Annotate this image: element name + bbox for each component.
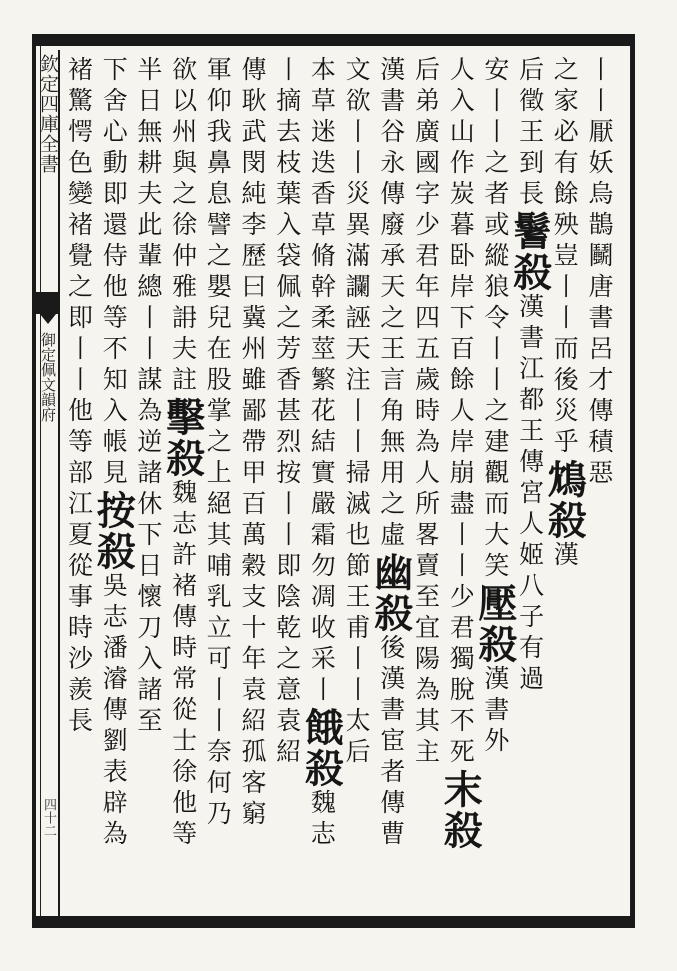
text-column <box>506 56 553 916</box>
text-column <box>367 56 414 916</box>
text-column <box>198 56 236 916</box>
text-segment: 后弟廣國字少君年四五歲時為人所畧賣至宜陽為其主 <box>411 56 441 769</box>
headword: 幽殺 <box>367 552 414 634</box>
text-column <box>541 56 588 916</box>
text-column <box>437 56 484 916</box>
text-segment: 漢 <box>550 541 580 572</box>
text-column <box>129 56 167 916</box>
text-segment: 魏志 <box>307 789 337 851</box>
text-column <box>268 56 306 916</box>
margin-title: 欽定四庫全書 <box>37 54 59 174</box>
text-segment: 吳志潘濬傳劉表辟為 <box>99 572 129 851</box>
text-segment: 漢書外 <box>480 665 510 758</box>
text-segment: 謀為逆諸休下日懷刀入諸至 <box>133 366 163 738</box>
text-segment: 安丨丨之 <box>480 56 510 180</box>
bottom-border-band <box>32 916 635 928</box>
headword: 餓殺 <box>298 707 345 789</box>
text-segment: 部江夏從事時沙羨長 <box>64 459 94 738</box>
margin-column <box>36 50 60 916</box>
text-segment: 傳耿武閔純李歷曰冀州雖鄙帶甲百萬穀支十年袁紹孤客窮 <box>238 56 267 831</box>
text-column <box>90 56 137 916</box>
text-segment: 之家必有餘殃豈丨丨而後災乎 <box>550 56 580 459</box>
text-segment: 后徵王到長 <box>515 56 545 211</box>
text-segment: 本草迷迭香草脩幹柔莖繁花結實嚴霜勿凋收采丨 <box>307 56 337 707</box>
text-segment: 人入山作炭暮卧岸下百餘人岸崩盡丨丨少君獨脫不死 <box>446 56 476 769</box>
text-segment: 者或縱狼令丨丨之建觀而大笑 <box>480 180 510 583</box>
text-segment: 褚驚愕色變褚覺之即丨丨他等 <box>64 56 94 459</box>
text-segment: 魏志許褚傳時常從士徐他等 <box>168 479 198 851</box>
text-segment: 半日無耕夫此輩總丨丨 <box>133 56 163 366</box>
text-segment: 漢書江都王傳宮人姬八子有過 <box>515 293 545 696</box>
headword: 壓殺 <box>471 583 518 665</box>
headword: 末殺 <box>437 769 484 851</box>
text-segment: 丨摘去枝葉入袋佩之芳香甚烈按丨丨即陰乾之意 <box>272 56 302 707</box>
text-segment: 丨丨厭妖烏鵲鬭唐書呂才傳積惡 <box>585 56 614 490</box>
top-border-band <box>32 34 635 46</box>
headword: 鴆殺 <box>541 459 588 541</box>
text-segment: 節王甫丨丨太后 <box>342 552 372 769</box>
headword: 按殺 <box>90 490 137 572</box>
page-number: 四十二 <box>41 798 56 837</box>
text-segment: 下舍心動即還侍他等不知入帳見 <box>99 56 129 490</box>
text-segment: 袁紹 <box>272 707 302 769</box>
text-column <box>233 56 271 916</box>
text-segment: 欲以州與之徐仲雅䛁夫註 <box>168 56 198 397</box>
fish-tail-mark-icon <box>36 292 60 314</box>
text-segment: 軍仰我鼻息譬之嬰兒在股掌之上絕其哺乳立可丨丨奈何乃 <box>203 56 233 831</box>
text-segment: 文欲丨丨災異滿讕誣天注丨丨掃滅也 <box>342 56 372 552</box>
margin-book-title: 御定佩文韻府 <box>39 332 57 422</box>
text-column <box>407 56 445 916</box>
text-column <box>298 56 345 916</box>
text-column <box>60 56 98 916</box>
headword: 擊殺 <box>159 397 206 479</box>
text-column <box>159 56 206 916</box>
headword: 鬐殺 <box>506 211 553 293</box>
text-segment: 漢書谷永傳廢承天之王言角無用之虛 <box>376 56 406 552</box>
text-segment: 後漢書宦者傳曹 <box>376 634 406 851</box>
